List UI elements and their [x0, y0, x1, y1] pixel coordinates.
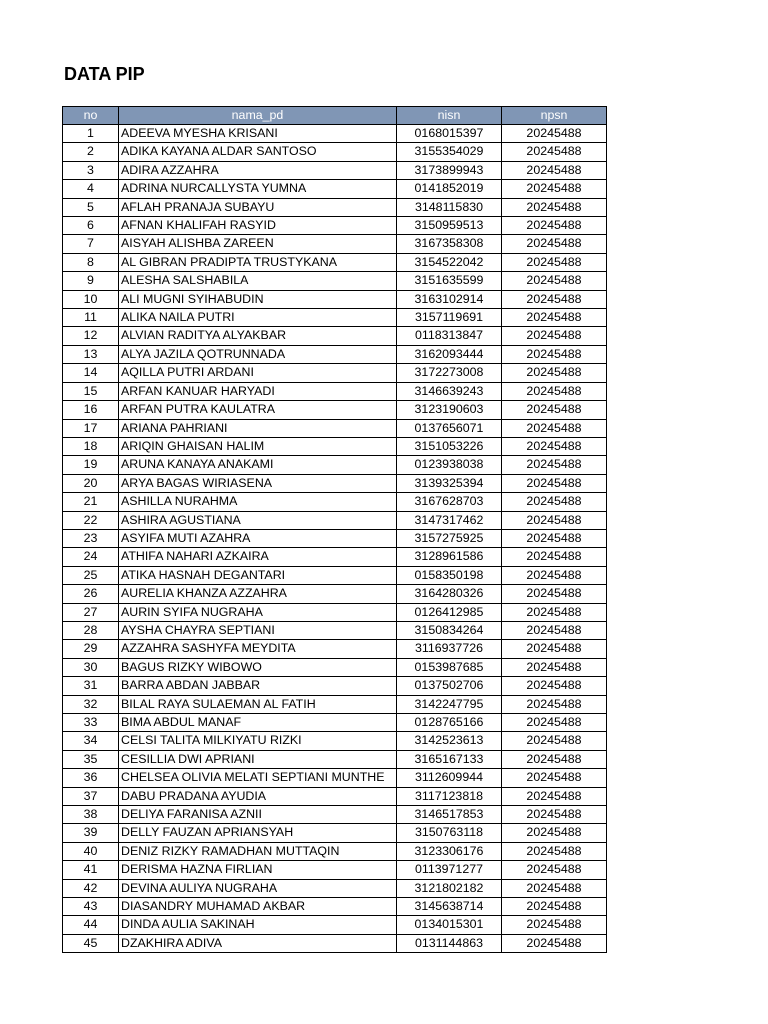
cell-nisn: 3167628703 [397, 493, 502, 511]
cell-nama-pd: ARFAN PUTRA KAULATRA [119, 401, 397, 419]
cell-nama-pd: BARRA ABDAN JABBAR [119, 677, 397, 695]
cell-nisn: 3154522042 [397, 253, 502, 271]
cell-npsn: 20245488 [502, 934, 607, 952]
cell-no: 43 [63, 898, 119, 916]
cell-npsn: 20245488 [502, 658, 607, 676]
table-row [63, 695, 607, 713]
cell-npsn: 20245488 [502, 898, 607, 916]
cell-nama-pd: ARIANA PAHRIANI [119, 419, 397, 437]
cell-no: 36 [63, 769, 119, 787]
cell-nisn: 3142523613 [397, 732, 502, 750]
table-row [63, 824, 607, 842]
cell-nama-pd: DELLY FAUZAN APRIANSYAH [119, 824, 397, 842]
table-row [63, 456, 607, 474]
cell-nama-pd: DERISMA HAZNA FIRLIAN [119, 861, 397, 879]
cell-nama-pd: ATHIFA NAHARI AZKAIRA [119, 548, 397, 566]
cell-no: 11 [63, 309, 119, 327]
table-body [63, 125, 607, 953]
cell-npsn: 20245488 [502, 419, 607, 437]
cell-no: 26 [63, 585, 119, 603]
cell-nama-pd: ASHILLA NURAHMA [119, 493, 397, 511]
cell-nisn: 3165167133 [397, 750, 502, 768]
cell-npsn: 20245488 [502, 143, 607, 161]
table-row [63, 511, 607, 529]
cell-npsn: 20245488 [502, 750, 607, 768]
cell-nama-pd: ALIKA NAILA PUTRI [119, 309, 397, 327]
cell-nisn: 0123938038 [397, 456, 502, 474]
cell-nama-pd: DINDA AULIA SAKINAH [119, 916, 397, 934]
cell-npsn: 20245488 [502, 806, 607, 824]
cell-nama-pd: DELIYA FARANISA AZNII [119, 806, 397, 824]
cell-npsn: 20245488 [502, 566, 607, 584]
cell-nisn: 3139325394 [397, 474, 502, 492]
table-row [63, 474, 607, 492]
cell-no: 16 [63, 401, 119, 419]
table-row [63, 934, 607, 952]
cell-no: 27 [63, 603, 119, 621]
cell-npsn: 20245488 [502, 437, 607, 455]
cell-no: 29 [63, 640, 119, 658]
table-row [63, 345, 607, 363]
cell-nama-pd: BAGUS RIZKY WIBOWO [119, 658, 397, 676]
cell-nisn: 3150763118 [397, 824, 502, 842]
cell-nisn: 3117123818 [397, 787, 502, 805]
cell-no: 20 [63, 474, 119, 492]
cell-npsn: 20245488 [502, 180, 607, 198]
column-header-nama-pd: nama_pd [119, 107, 397, 125]
cell-nisn: 0141852019 [397, 180, 502, 198]
cell-no: 39 [63, 824, 119, 842]
cell-nama-pd: AQILLA PUTRI ARDANI [119, 364, 397, 382]
table-row [63, 198, 607, 216]
cell-nama-pd: AFNAN KHALIFAH RASYID [119, 217, 397, 235]
cell-nama-pd: ARYA BAGAS WIRIASENA [119, 474, 397, 492]
cell-npsn: 20245488 [502, 916, 607, 934]
table-row [63, 769, 607, 787]
cell-npsn: 20245488 [502, 732, 607, 750]
cell-nisn: 3147317462 [397, 511, 502, 529]
cell-nisn: 3146517853 [397, 806, 502, 824]
table-row [63, 125, 607, 143]
column-header-nisn: nisn [397, 107, 502, 125]
cell-nama-pd: ASYIFA MUTI AZAHRA [119, 529, 397, 547]
cell-nisn: 0113971277 [397, 861, 502, 879]
cell-nisn: 0137502706 [397, 677, 502, 695]
cell-npsn: 20245488 [502, 621, 607, 639]
table-row [63, 603, 607, 621]
table-row [63, 585, 607, 603]
cell-npsn: 20245488 [502, 309, 607, 327]
table-row [63, 180, 607, 198]
cell-nisn: 3121802182 [397, 879, 502, 897]
table-row [63, 161, 607, 179]
cell-no: 22 [63, 511, 119, 529]
cell-nisn: 0137656071 [397, 419, 502, 437]
table-row [63, 677, 607, 695]
cell-npsn: 20245488 [502, 327, 607, 345]
cell-no: 40 [63, 842, 119, 860]
cell-nisn: 3151053226 [397, 437, 502, 455]
cell-nama-pd: BIMA ABDUL MANAF [119, 714, 397, 732]
cell-nisn: 3167358308 [397, 235, 502, 253]
cell-nama-pd: ASHIRA AGUSTIANA [119, 511, 397, 529]
table-row [63, 290, 607, 308]
cell-no: 31 [63, 677, 119, 695]
cell-nisn: 3172273008 [397, 364, 502, 382]
cell-no: 1 [63, 125, 119, 143]
cell-no: 34 [63, 732, 119, 750]
table-row [63, 861, 607, 879]
cell-no: 9 [63, 272, 119, 290]
table-header-row [63, 107, 607, 125]
cell-no: 21 [63, 493, 119, 511]
cell-no: 4 [63, 180, 119, 198]
cell-nisn: 3142247795 [397, 695, 502, 713]
table-row [63, 898, 607, 916]
cell-no: 25 [63, 566, 119, 584]
cell-nisn: 3128961586 [397, 548, 502, 566]
cell-nisn: 0126412985 [397, 603, 502, 621]
cell-nama-pd: ADRINA NURCALLYSTA YUMNA [119, 180, 397, 198]
table-row [63, 548, 607, 566]
cell-npsn: 20245488 [502, 695, 607, 713]
cell-nama-pd: ATIKA HASNAH DEGANTARI [119, 566, 397, 584]
cell-nama-pd: AURELIA KHANZA AZZAHRA [119, 585, 397, 603]
cell-nama-pd: DIASANDRY MUHAMAD AKBAR [119, 898, 397, 916]
cell-no: 7 [63, 235, 119, 253]
table-row [63, 842, 607, 860]
cell-npsn: 20245488 [502, 474, 607, 492]
cell-no: 28 [63, 621, 119, 639]
table-row [63, 732, 607, 750]
cell-no: 38 [63, 806, 119, 824]
cell-nama-pd: ARUNA KANAYA ANAKAMI [119, 456, 397, 474]
cell-npsn: 20245488 [502, 272, 607, 290]
cell-no: 14 [63, 364, 119, 382]
cell-no: 37 [63, 787, 119, 805]
cell-npsn: 20245488 [502, 787, 607, 805]
cell-nama-pd: DZAKHIRA ADIVA [119, 934, 397, 952]
table-row [63, 879, 607, 897]
cell-nisn: 0134015301 [397, 916, 502, 934]
table-row [63, 437, 607, 455]
cell-nama-pd: ADIKA KAYANA ALDAR SANTOSO [119, 143, 397, 161]
cell-no: 15 [63, 382, 119, 400]
cell-no: 23 [63, 529, 119, 547]
cell-npsn: 20245488 [502, 879, 607, 897]
cell-no: 44 [63, 916, 119, 934]
table-row [63, 493, 607, 511]
cell-nama-pd: ADEEVA MYESHA KRISANI [119, 125, 397, 143]
table-row [63, 529, 607, 547]
cell-npsn: 20245488 [502, 345, 607, 363]
cell-nisn: 3157275925 [397, 529, 502, 547]
cell-no: 24 [63, 548, 119, 566]
cell-nama-pd: CESILLIA DWI APRIANI [119, 750, 397, 768]
cell-nisn: 3146639243 [397, 382, 502, 400]
cell-nisn: 3145638714 [397, 898, 502, 916]
table-row [63, 806, 607, 824]
cell-npsn: 20245488 [502, 253, 607, 271]
table-row [63, 253, 607, 271]
cell-nisn: 3150959513 [397, 217, 502, 235]
cell-no: 6 [63, 217, 119, 235]
cell-no: 17 [63, 419, 119, 437]
cell-nama-pd: AL GIBRAN PRADIPTA TRUSTYKANA [119, 253, 397, 271]
table-row [63, 235, 607, 253]
table-row [63, 309, 607, 327]
table-row [63, 750, 607, 768]
cell-nisn: 3164280326 [397, 585, 502, 603]
cell-npsn: 20245488 [502, 198, 607, 216]
cell-nisn: 3150834264 [397, 621, 502, 639]
cell-nama-pd: AZZAHRA SASHYFA MEYDITA [119, 640, 397, 658]
table-row [63, 272, 607, 290]
cell-nama-pd: ALI MUGNI SYIHABUDIN [119, 290, 397, 308]
cell-nisn: 3173899943 [397, 161, 502, 179]
cell-no: 8 [63, 253, 119, 271]
cell-npsn: 20245488 [502, 640, 607, 658]
cell-nisn: 3157119691 [397, 309, 502, 327]
cell-no: 30 [63, 658, 119, 676]
cell-no: 12 [63, 327, 119, 345]
cell-npsn: 20245488 [502, 603, 607, 621]
cell-no: 2 [63, 143, 119, 161]
cell-npsn: 20245488 [502, 235, 607, 253]
cell-npsn: 20245488 [502, 769, 607, 787]
cell-npsn: 20245488 [502, 382, 607, 400]
cell-nisn: 0128765166 [397, 714, 502, 732]
cell-nisn: 3151635599 [397, 272, 502, 290]
cell-npsn: 20245488 [502, 493, 607, 511]
table-row [63, 916, 607, 934]
cell-no: 13 [63, 345, 119, 363]
cell-no: 45 [63, 934, 119, 952]
cell-nama-pd: ARIQIN GHAISAN HALIM [119, 437, 397, 455]
cell-nama-pd: BILAL RAYA SULAEMAN AL FATIH [119, 695, 397, 713]
table-row [63, 419, 607, 437]
cell-npsn: 20245488 [502, 842, 607, 860]
cell-nisn: 0118313847 [397, 327, 502, 345]
cell-npsn: 20245488 [502, 824, 607, 842]
cell-nama-pd: DEVINA AULIYA NUGRAHA [119, 879, 397, 897]
cell-nama-pd: AYSHA CHAYRA SEPTIANI [119, 621, 397, 639]
column-header-no: no [63, 107, 119, 125]
cell-no: 35 [63, 750, 119, 768]
cell-nisn: 3112609944 [397, 769, 502, 787]
table-row [63, 566, 607, 584]
cell-no: 19 [63, 456, 119, 474]
cell-nama-pd: AISYAH ALISHBA ZAREEN [119, 235, 397, 253]
cell-npsn: 20245488 [502, 290, 607, 308]
cell-nama-pd: CELSI TALITA MILKIYATU RIZKI [119, 732, 397, 750]
cell-nisn: 3148115830 [397, 198, 502, 216]
table-row [63, 382, 607, 400]
cell-no: 18 [63, 437, 119, 455]
cell-nisn: 3123190603 [397, 401, 502, 419]
cell-nisn: 0153987685 [397, 658, 502, 676]
cell-no: 41 [63, 861, 119, 879]
cell-npsn: 20245488 [502, 125, 607, 143]
table-row [63, 658, 607, 676]
cell-nama-pd: CHELSEA OLIVIA MELATI SEPTIANI MUNTHE [119, 769, 397, 787]
cell-nama-pd: ARFAN KANUAR HARYADI [119, 382, 397, 400]
table-row [63, 327, 607, 345]
table-row [63, 787, 607, 805]
cell-no: 10 [63, 290, 119, 308]
cell-npsn: 20245488 [502, 529, 607, 547]
cell-npsn: 20245488 [502, 677, 607, 695]
cell-npsn: 20245488 [502, 511, 607, 529]
cell-nama-pd: AFLAH PRANAJA SUBAYU [119, 198, 397, 216]
cell-nisn: 3123306176 [397, 842, 502, 860]
table-row [63, 143, 607, 161]
cell-nisn: 0168015397 [397, 125, 502, 143]
cell-nama-pd: DABU PRADANA AYUDIA [119, 787, 397, 805]
cell-npsn: 20245488 [502, 364, 607, 382]
cell-nama-pd: ALYA JAZILA QOTRUNNADA [119, 345, 397, 363]
cell-npsn: 20245488 [502, 585, 607, 603]
cell-npsn: 20245488 [502, 861, 607, 879]
cell-nisn: 0158350198 [397, 566, 502, 584]
cell-npsn: 20245488 [502, 401, 607, 419]
cell-nisn: 3163102914 [397, 290, 502, 308]
cell-nisn: 3155354029 [397, 143, 502, 161]
table-row [63, 401, 607, 419]
cell-npsn: 20245488 [502, 161, 607, 179]
data-table [62, 106, 607, 953]
cell-nama-pd: ADIRA AZZAHRA [119, 161, 397, 179]
cell-npsn: 20245488 [502, 714, 607, 732]
table-row [63, 364, 607, 382]
table-row [63, 217, 607, 235]
cell-nisn: 0131144863 [397, 934, 502, 952]
table-row [63, 640, 607, 658]
cell-nama-pd: AURIN SYIFA NUGRAHA [119, 603, 397, 621]
column-header-npsn: npsn [502, 107, 607, 125]
cell-no: 3 [63, 161, 119, 179]
cell-nama-pd: ALVIAN RADITYA ALYAKBAR [119, 327, 397, 345]
cell-npsn: 20245488 [502, 217, 607, 235]
cell-no: 42 [63, 879, 119, 897]
cell-npsn: 20245488 [502, 456, 607, 474]
cell-no: 32 [63, 695, 119, 713]
page-title: DATA PIP [64, 64, 145, 84]
table-row [63, 714, 607, 732]
cell-no: 33 [63, 714, 119, 732]
cell-nisn: 3116937726 [397, 640, 502, 658]
cell-nama-pd: DENIZ RIZKY RAMADHAN MUTTAQIN [119, 842, 397, 860]
cell-nama-pd: ALESHA SALSHABILA [119, 272, 397, 290]
cell-nisn: 3162093444 [397, 345, 502, 363]
table-row [63, 621, 607, 639]
cell-npsn: 20245488 [502, 548, 607, 566]
cell-no: 5 [63, 198, 119, 216]
